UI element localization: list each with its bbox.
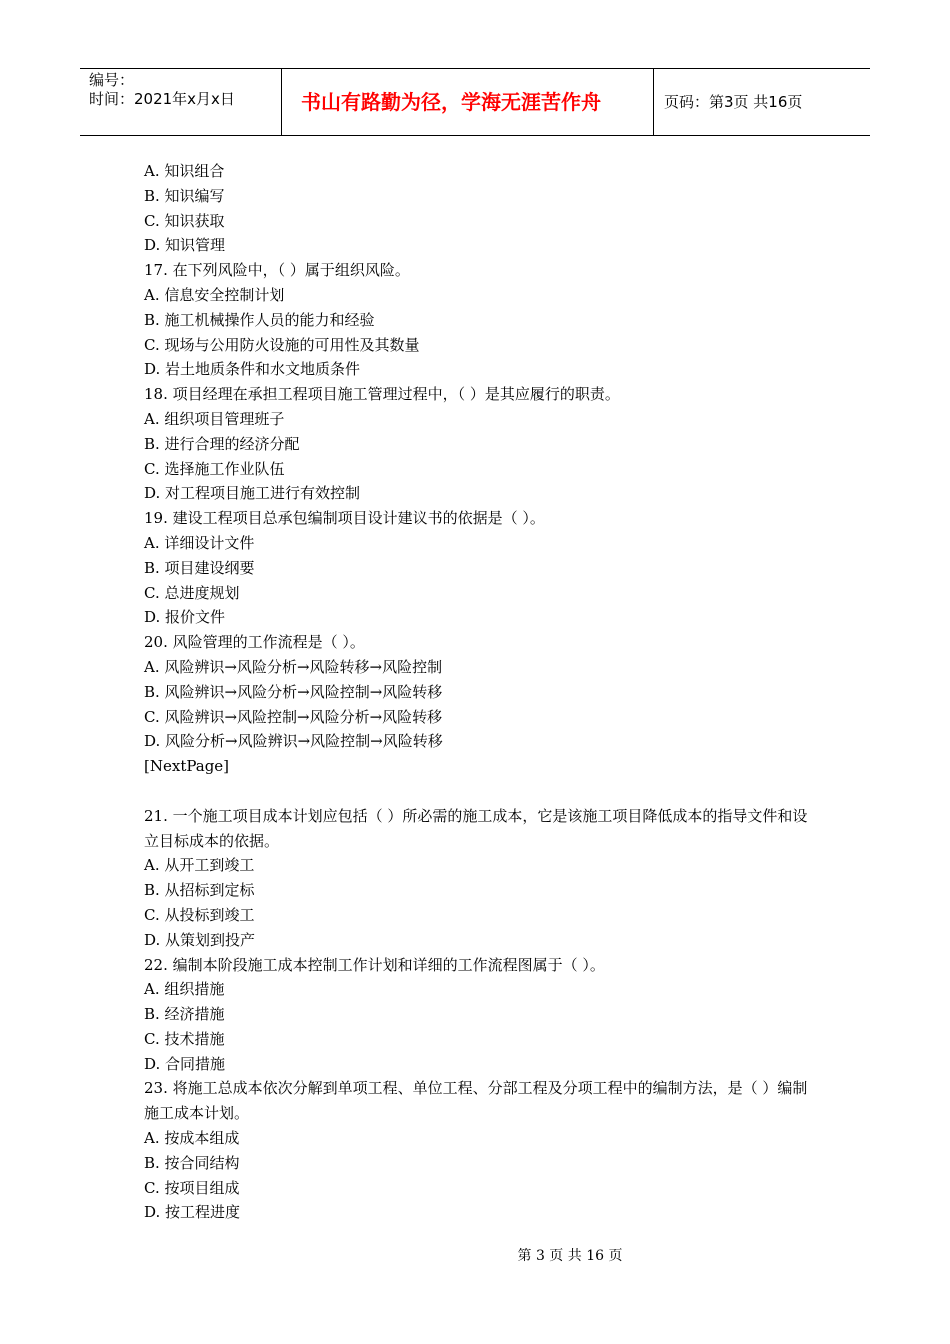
blank-line: [144, 779, 814, 804]
text-line: C. 从投标到竣工: [144, 905, 255, 924]
text-line: C. 按项目组成: [144, 1178, 240, 1197]
header-page-label: 页码：第3页 共16页: [664, 93, 803, 111]
text-line: A. 风险辨识→风险分析→风险转移→风险控制: [144, 657, 443, 676]
text-line: 22. 编制本阶段施工成本控制工作计划和详细的工作流程图属于（ ）。: [144, 955, 605, 974]
text-line: A. 详细设计文件: [144, 533, 255, 552]
text-line: C. 现场与公用防火设施的可用性及其数量: [144, 335, 420, 354]
text-line: A. 从开工到竣工: [144, 856, 255, 875]
text-line: B. 从招标到定标: [144, 881, 255, 900]
text-line: A. 按成本组成: [144, 1129, 240, 1148]
question-block-1: [144, 159, 814, 779]
text-line: B. 施工机械操作人员的能力和经验: [144, 310, 375, 329]
text-line: D. 从策划到投产: [144, 930, 256, 949]
text-line: C. 知识获取: [144, 211, 225, 230]
text-line: A. 组织措施: [144, 980, 225, 999]
header-motto: 书山有路勤为径，学海无涯苦作舟: [281, 69, 654, 135]
question-21-stem: 21. 一个施工项目成本计划应包括（ ）所必需的施工成本，它是该施工项目降低成本的指导文件和设立目标成本的依据。: [144, 806, 808, 850]
text-line: A. 知识组合: [144, 162, 225, 180]
text-line: C. 总进度规划: [144, 583, 240, 602]
page-header: [80, 68, 870, 136]
text-line: 17. 在下列风险中，（ ）属于组织风险。: [144, 261, 410, 280]
document-number-label: 编号：: [89, 71, 135, 89]
document-body: [144, 159, 814, 1225]
question-block-2: [144, 853, 814, 1076]
document-time-label: 时间：2021年x月x日: [89, 90, 235, 108]
text-line: D. 风险分析→风险辨识→风险控制→风险转移: [144, 732, 443, 751]
question-block-3: [144, 1126, 814, 1225]
text-line: B. 知识编写: [144, 186, 225, 205]
text-line: B. 按合同结构: [144, 1153, 240, 1172]
text-line: 18. 项目经理在承担工程项目施工管理过程中，（ ）是其应履行的职责。: [144, 385, 620, 404]
text-line: [NextPage]: [144, 757, 230, 776]
text-line: C. 选择施工作业队伍: [144, 459, 285, 478]
text-line: D. 报价文件: [144, 608, 226, 627]
text-line: D. 对工程项目施工进行有效控制: [144, 484, 361, 503]
text-line: D. 岩土地质条件和水文地质条件: [144, 360, 361, 379]
text-line: D. 知识管理: [144, 236, 226, 255]
text-line: B. 进行合理的经济分配: [144, 434, 300, 453]
text-line: 19. 建设工程项目总承包编制项目设计建议书的依据是（ ）。: [144, 509, 545, 528]
text-line: B. 经济措施: [144, 1005, 225, 1024]
text-line: C. 风险辨识→风险控制→风险分析→风险转移: [144, 707, 443, 726]
text-line: C. 技术措施: [144, 1029, 225, 1048]
text-line: A. 信息安全控制计划: [144, 285, 285, 304]
text-line: B. 项目建设纲要: [144, 558, 255, 577]
text-line: D. 合同措施: [144, 1054, 226, 1073]
text-line: A. 组织项目管理班子: [144, 409, 285, 428]
text-line: D. 按工程进度: [144, 1203, 241, 1222]
page-footer: 第 3 页 共 16 页: [517, 1248, 623, 1264]
text-line: 20. 风险管理的工作流程是（ ）。: [144, 633, 365, 652]
header-info-cell: [80, 69, 281, 135]
text-line: B. 风险辨识→风险分析→风险控制→风险转移: [144, 682, 443, 701]
question-23-stem: 23. 将施工总成本依次分解到单项工程、单位工程、分部工程及分项工程中的编制方法，是（ ）编制施工成本计划。: [144, 1079, 808, 1123]
